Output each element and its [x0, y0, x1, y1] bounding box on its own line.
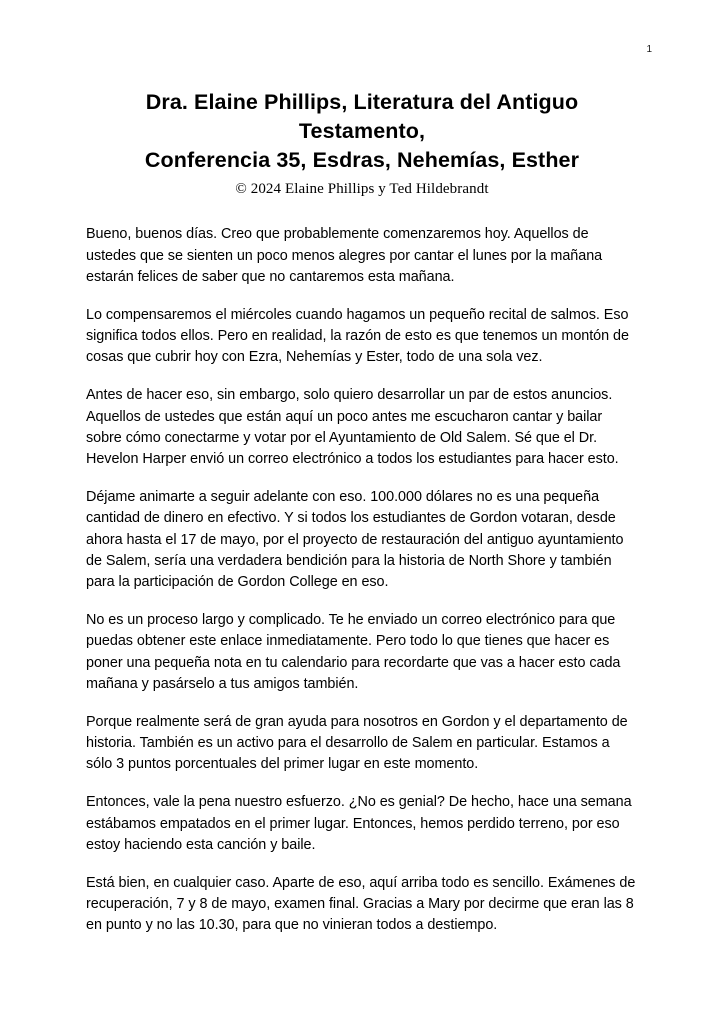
copyright-notice: © 2024 Elaine Phillips y Ted Hildebrandt: [235, 181, 489, 198]
paragraph: Lo compensaremos el miércoles cuando hagamos un pequeño recital de salmos. Eso significa todos ellos. Pero en realidad, la razón de esto es que tenemos un montón de cosas que cubrir hoy con Ezra, Nehemías y Ester, todo de una sola vez.: [86, 306, 629, 366]
paragraph: Está bien, en cualquier caso. Aparte de eso, aquí arriba todo es sencillo. Exámenes de recuperación, 7 y 8 de mayo, examen final. Gracias a Mary por decirme que eran las 8 en punto y no las 10.30, para que no vinieran todos a destiempo.: [86, 874, 636, 934]
title-line-2: Testamento,: [298, 118, 426, 143]
paragraph: Antes de hacer eso, sin embargo, solo quiero desarrollar un par de estos anuncios. Aquellos de ustedes que están aquí un poco antes me escucharon cantar y bailar sobre cómo conectarme y votar por el Ayuntamiento de Old Salem. Sé que el Dr. Hevelon Harper envió un correo electrónico a todos los estudiantes para hacer esto.: [86, 387, 619, 468]
paragraph: Bueno, buenos días. Creo que probablemente comenzaremos hoy. Aquellos de ustedes que se sienten un poco menos alegres por cantar el lunes por la mañana estarán felices de saber que no cantaremos esta mañana.: [86, 226, 603, 286]
paragraph: Porque realmente será de gran ayuda para nosotros en Gordon y el departamento de historia. También es un activo para el desarrollo de Salem en particular. Estamos a sólo 3 puntos porcentuales del primer lugar en este momento.: [86, 713, 628, 773]
paragraph: Entonces, vale la pena nuestro esfuerzo. ¿No es genial? De hecho, hace una semana estábamos empatados en el primer lugar. Entonces, hemos perdido terreno, por eso estoy haciendo esta canción y baile.: [86, 794, 632, 853]
document-body: [86, 224, 638, 936]
paragraph: No es un proceso largo y complicado. Te he enviado un correo electrónico para que puedas obtener este enlace inmediatamente. Pero todo lo que tienes que hacer es poner una pequeña nota en tu calendario para recordarte que vas a hacer esto cada mañana y pasárselo a tus amigos también.: [86, 612, 621, 693]
paragraph: Déjame animarte a seguir adelante con eso. 100.000 dólares no es una pequeña cantidad de dinero en efectivo. Y si todos los estudiantes de Gordon votaran, desde ahora hasta el 17 de mayo, por el proyecto de restauración del antiguo ayuntamiento de Salem, sería una verdadera bendición para la historia de North Shore y también para la participación de Gordon College en eso.: [86, 489, 624, 591]
title-line-3: Conferencia 35, Esdras, Nehemías, Esther: [144, 147, 580, 172]
title-line-1: Dra. Elaine Phillips, Literatura del Antiguo: [145, 90, 579, 114]
document-title: [86, 88, 638, 174]
page-number: 1: [646, 44, 652, 55]
